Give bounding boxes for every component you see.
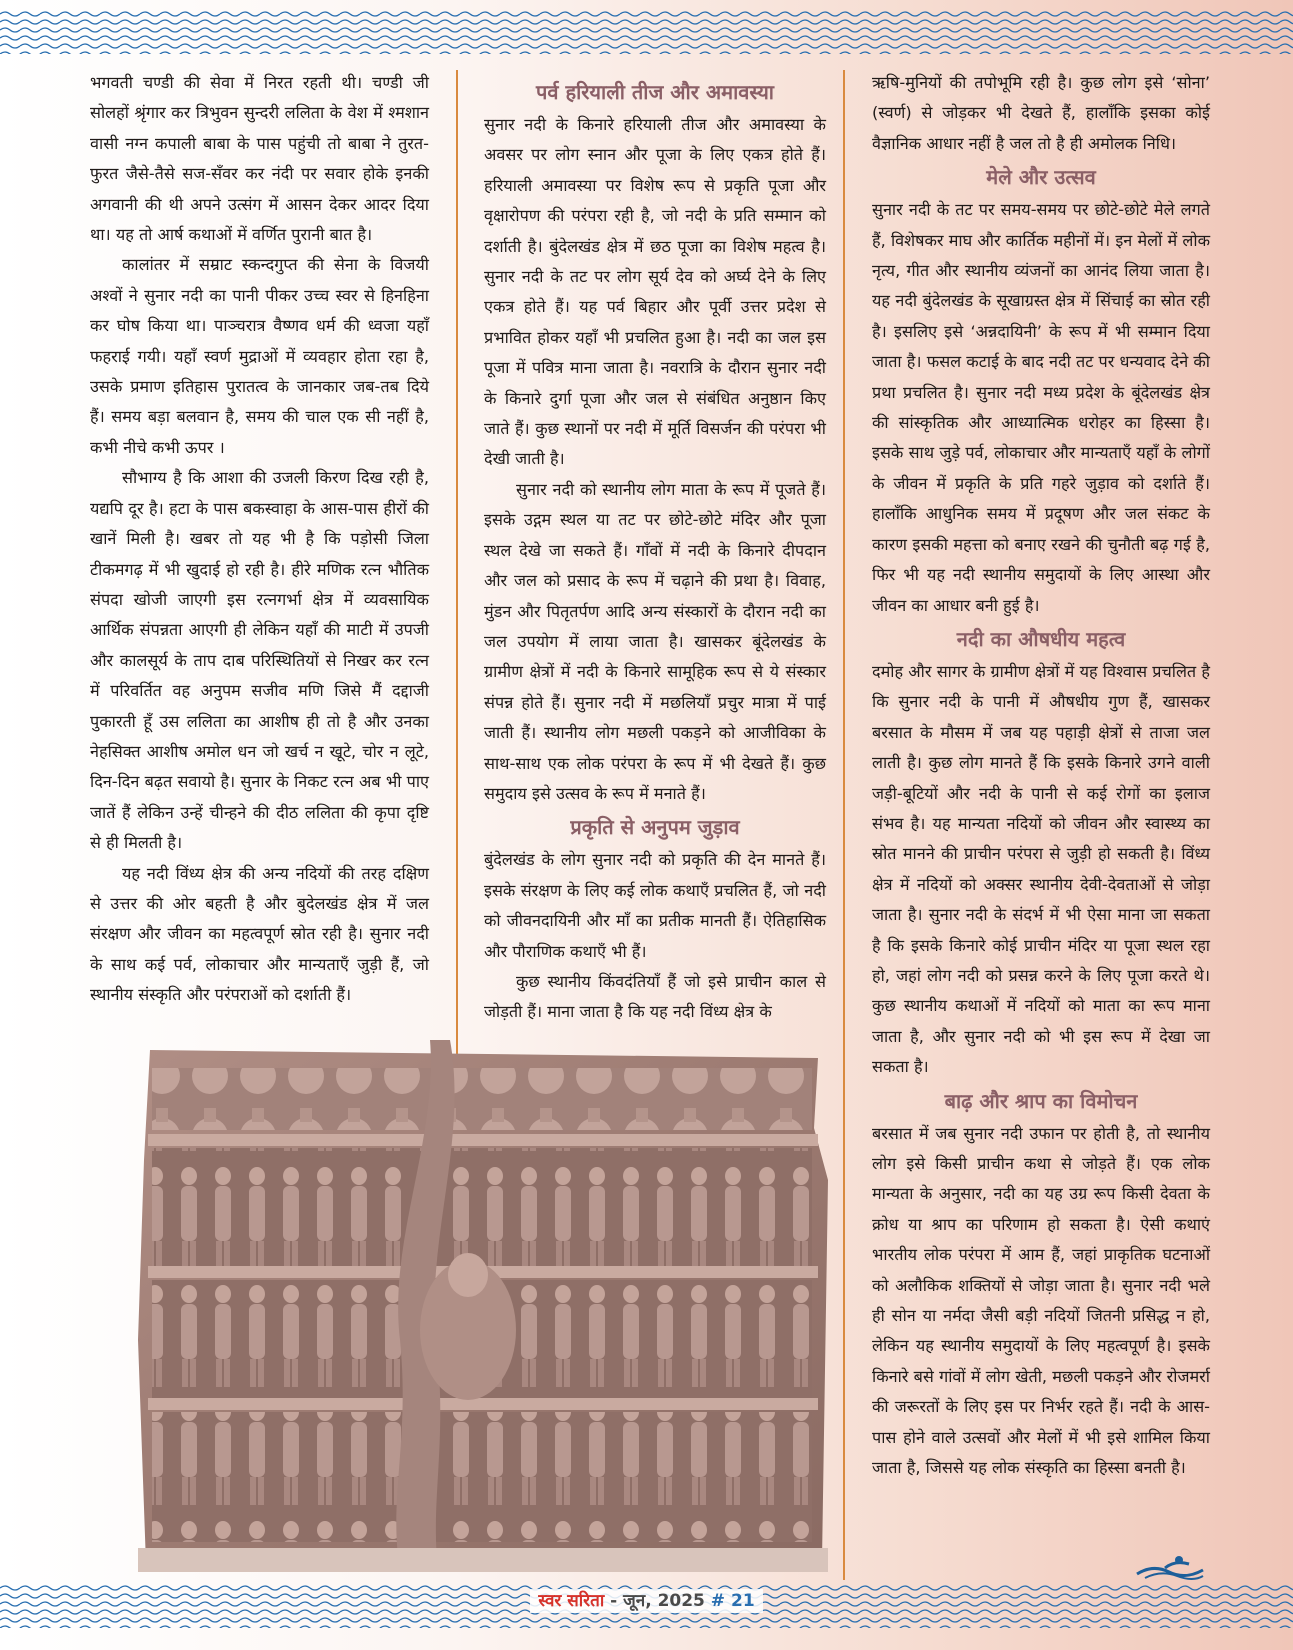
paragraph: कालांतर में सम्राट स्कन्दगुप्त की सेना के विजयी अश्वों ने सुनार नदी का पानी पीकर उच्च स्वर से हिनहिना कर घोष किया था। पाञ्चरात्र वैष्णव धर्म की ध्वजा यहाँ फहराई गयी। यहाँ स्वर्ण मुद्राओं में व्यवहार होता रहा है, उसके प्रमाण इतिहास पुरातत्व के जानकार जब-तब दिये हैं। समय बड़ा बलवान है, समय की चाल एक सी नहीं है, कभी नीचे कभी ऊपर । (90, 255, 429, 457)
section-heading: मेले और उत्सव (986, 165, 1096, 190)
paragraph: सुनार नदी के तट पर समय-समय पर छोटे-छोटे मेले लगते हैं, विशेषकर माघ और कार्तिक महीनों में। इन मेलों में लोक नृत्य, गीत और स्थानीय व्यंजनों का आनंद लिया जाता है। यह नदी बुंदेलखंड के सूखाग्रस्त क्षेत्र में सिंचाई का स्रोत रही है। इसलिए इसे ‘अन्नदायिनी’ के रूप में भी सम्मान दिया जाता है। फसल कटाई के बाद नदी तट पर धन्यवाद देने की प्रथा प्रचलित है। सुनार नदी मध्य प्रदेश के बूंदेलखंड क्षेत्र की सांस्कृतिक और आध्यात्मिक धरोहर का हिस्सा है। इसके साथ जुड़े पर्व, लोकाचार और मान्यताएँ यहाँ के लोगों के जीवन में प्रकृति के प्रति गहरे जुड़ाव को दर्शाते हैं। हालाँकि आधुनिक समय में प्रदूषण और जल संकट के कारण इसकी महत्ता को बनाए रखने की चुनौती बढ़ गई है, फिर भी यह नदी स्थानीय समुदायों के लिए आस्था और जीवन का आधार बनी हुई है। (872, 200, 1210, 615)
page-number: 21 (730, 1591, 755, 1611)
paragraph: सौभाग्य है कि आशा की उजली किरण दिख रही है, यद्यपि दूर है। हटा के पास बकस्वाहा के आस-पास हीरों की खानें मिली है। खबर तो यह भी है कि पड़ोसी जिला टीकमगढ़ में भी खुदाई हो रही है। हीरे मणिक रत्न भौतिक संपदा खोजी जाएगी इस रत्नगर्भा क्षेत्र में व्यवसायिक आर्थिक संपन्नता आएगी ही लेकिन यहाँ की माटी में उपजी और कालसूर्य के ताप दाब परिस्थितियों से निखर कर रत्न में परिवर्तित वह अनुपम सजीव मणि जिसे मैं दद्दाजी पुकारती हूँ उस ललिता का आशीष ही तो है और उनका नेहसिक्त आशीष अमोल धन जो खर्च न खूटे, चोर न लूटे, दिन-दिन बढ़त सवायो है। सुनार के निकट रत्न अब भी पाए जातें हैं लेकिन उन्हें चीन्हने की दीठ ललिता की कृपा दृष्टि से ही मिलती है। (90, 468, 429, 853)
column-left (90, 68, 429, 1011)
paragraph: बरसात में जब सुनार नदी उफान पर होती है, तो स्थानीय लोग इसे किसी प्राचीन कथा से जोड़ते हैं। एक लोक मान्यता के अनुसार, नदी का यह उग्र रूप किसी देवता के क्रोध या श्राप का परिणाम हो सकता है। ऐसी कथाएं भारतीय लोक परंपरा में आम हैं, जहां प्राकृतिक घटनाओं को अलौकिक शक्तियों से जोड़ा जाता है। सुनार नदी भले ही सोन या नर्मदा जैसी बड़ी नदियों जितनी प्रसिद्ध न हो, लेकिन यह स्थानीय समुदायों के लिए महत्वपूर्ण है। इसके किनारे बसे गांवों में लोग खेती, मछली पकड़ने और रोजमर्रा की जरूरतों के लिए इस पर निर्भर रहते हैं। नदी के आस-पास होने वाले उत्सवों और मेलों में भी इसे शामिल किया जाता है, जिससे यह लोक संस्कृति का हिस्सा बनती है। (872, 1123, 1210, 1478)
section-heading: प्रकृति से अनुपम जुड़ाव (570, 815, 740, 840)
paragraph: यह नदी विंध्य क्षेत्र की अन्य नदियों की तरह दक्षिण से उत्तर की ओर बहती है और बुदेलखंड क्षेत्र में जल संरक्षण और जीवन का महत्वपूर्ण स्रोत रही है। सुनार नदी के साथ कई पर्व, लोकाचार और मान्यताएँ जुड़ी हैं, जो स्थानीय संस्कृति और परंपराओं को दर्शाती हैं। (90, 863, 429, 1005)
section-heading: पर्व हरियाली तीज और अमावस्या (536, 80, 774, 104)
paragraph: सुनार नदी के किनारे हरियाली तीज और अमावस्या के अवसर पर लोग स्नान और पूजा के लिए एकत्र होते हैं। हरियाली अमावस्या पर विशेष रूप से प्रकृति पूजा और वृक्षारोपण की परंपरा रही है, जो नदी के प्रति सम्मान को दर्शाती है। बुंदेलखंड क्षेत्र में छठ पूजा का विशेष महत्व है। सुनार नदी के तट पर लोग सूर्य देव को अर्घ्य देने के लिए एकत्र होते हैं। यह पर्व बिहार और पूर्वी उत्तर प्रदेश से प्रभावित होकर यहाँ भी प्रचलित हुआ है। नदी का जल इस पूजा में पवित्र माना जाता है। नवरात्रि के दौरान सुनार नदी के किनारे दुर्गा पूजा और जल से संबंधित अनुष्ठान किए जाते हैं। कुछ स्थानों पर नदी में मूर्ति विसर्जन की परंपरा भी देखी जाती है। (484, 115, 826, 469)
issue-date: जून, 2025 (623, 1591, 705, 1611)
column-right (872, 68, 1210, 1483)
wave-swimmer-logo-icon (1135, 1552, 1205, 1580)
paragraph: सुनार नदी को स्थानीय लोग माता के रूप में पूजते हैं। इसके उद्गम स्थल या तट पर छोटे-छोटे मंदिर और पूजा स्थल देखे जा सकते हैं। गाँवों में नदी के किनारे दीपदान और जल को प्रसाद के रूप में चढ़ाने की प्रथा है। विवाह, मुंडन और पितृतर्पण आदि अन्य संस्कारों के दौरान नदी का जल उपयोग में लाया जाता है। खासकर बूंदेलखंड के ग्रामीण क्षेत्रों में नदी के किनारे सामूहिक रूप से ये संस्कार संपन्न होते हैं। सुनार नदी में मछलियाँ प्रचुर मात्रा में पाई जाती हैं। स्थानीय लोग मछली पकड़ने को आजीविका के साथ-साथ एक लोक परंपरा के रूप में भी देखते हैं। कुछ समुदाय इसे उत्सव के रूप में मनाते हैं। (484, 479, 826, 803)
paragraph: भगवती चण्डी की सेवा में निरत रहती थी। चण्डी जी सोलहों श्रृंगार कर त्रिभुवन सुन्दरी ललिता के वेश में श्मशान वासी नग्न कपाली बाबा के पास पहुंची तो बाबा ने तुरत-फुरत जैसे-तैसे सज-सँवर कर नंदी पर सवार होके इनकी अगवानी की थी अपने उत्संग में आसन देकर आदर दिया था। यह तो आर्ष कथाओं में वर्णित पुरानी बात है। (90, 73, 429, 245)
paragraph: बुंदेलखंड के लोग सुनार नदी को प्रकृति की देन मानते हैं। इसके संरक्षण के लिए कई लोक कथाएँ प्रचलित हैं, जो नदी को जीवनदायिनी और माँ का प्रतीक मानती हैं। ऐतिहासिक और पौराणिक कथाएँ भी हैं। (484, 850, 826, 961)
column-divider (843, 70, 845, 1580)
magazine-name: स्वर सरिता (538, 1591, 605, 1611)
paragraph: ऋषि-मुनियों की तपोभूमि रही है। कुछ लोग इसे ‘सोना’ (स्वर्ण) से जोड़कर भी देखते हैं, हालाँकि इसका कोई वैज्ञानिक आधार नहीं है जल तो है ही अमोलक निधि। (872, 73, 1210, 153)
section-heading: नदी का औषधीय महत्व (956, 626, 1126, 651)
paragraph: दमोह और सागर के ग्रामीण क्षेत्रों में यह विश्वास प्रचलित है कि सुनार नदी के पानी में औषधीय गुण हैं, खासकर बरसात के मौसम में जब यह पहाड़ी क्षेत्रों से ताजा जल लाती है। कुछ लोग मानते हैं कि इसके किनारे उगने वाली जड़ी-बूटियों और नदी के पानी से कई रोगों का इलाज संभव है। यह मान्यता नदियों को जीवन और स्वास्थ्य का स्रोत मानने की प्राचीन परंपरा से जुड़ी हो सकती है। विंध्य क्षेत्र में नदियों को अक्सर स्थानीय देवी-देवताओं से जोड़ा जाता है। सुनार नदी के संदर्भ में भी ऐसा माना जा सकता है कि इसके किनारे कोई प्राचीन मंदिर या पूजा स्थल रहा हो, जहां लोग नदी को प्रसन्न करने के लिए पूजा करते थे। कुछ स्थानीय कथाओं में नदियों को माता का रूप माना जाता है, और सुनार नदी को भी इस रूप में देखा जा सकता है। (872, 661, 1210, 1077)
footer-hash: # (704, 1591, 731, 1611)
section-heading: बाढ़ और श्राप का विमोचन (944, 1088, 1138, 1113)
column-middle (484, 80, 826, 1028)
footer-separator: - (604, 1591, 624, 1611)
page-footer (0, 1588, 1293, 1611)
top-wave-border-icon (0, 10, 1293, 54)
stone-relief-sculpture-image (138, 1040, 828, 1572)
paragraph: कुछ स्थानीय किंवदंतियाँ हैं जो इसे प्राचीन काल से जोड़ती हैं। माना जाता है कि यह नदी विंध्य क्षेत्र के (484, 971, 826, 1022)
